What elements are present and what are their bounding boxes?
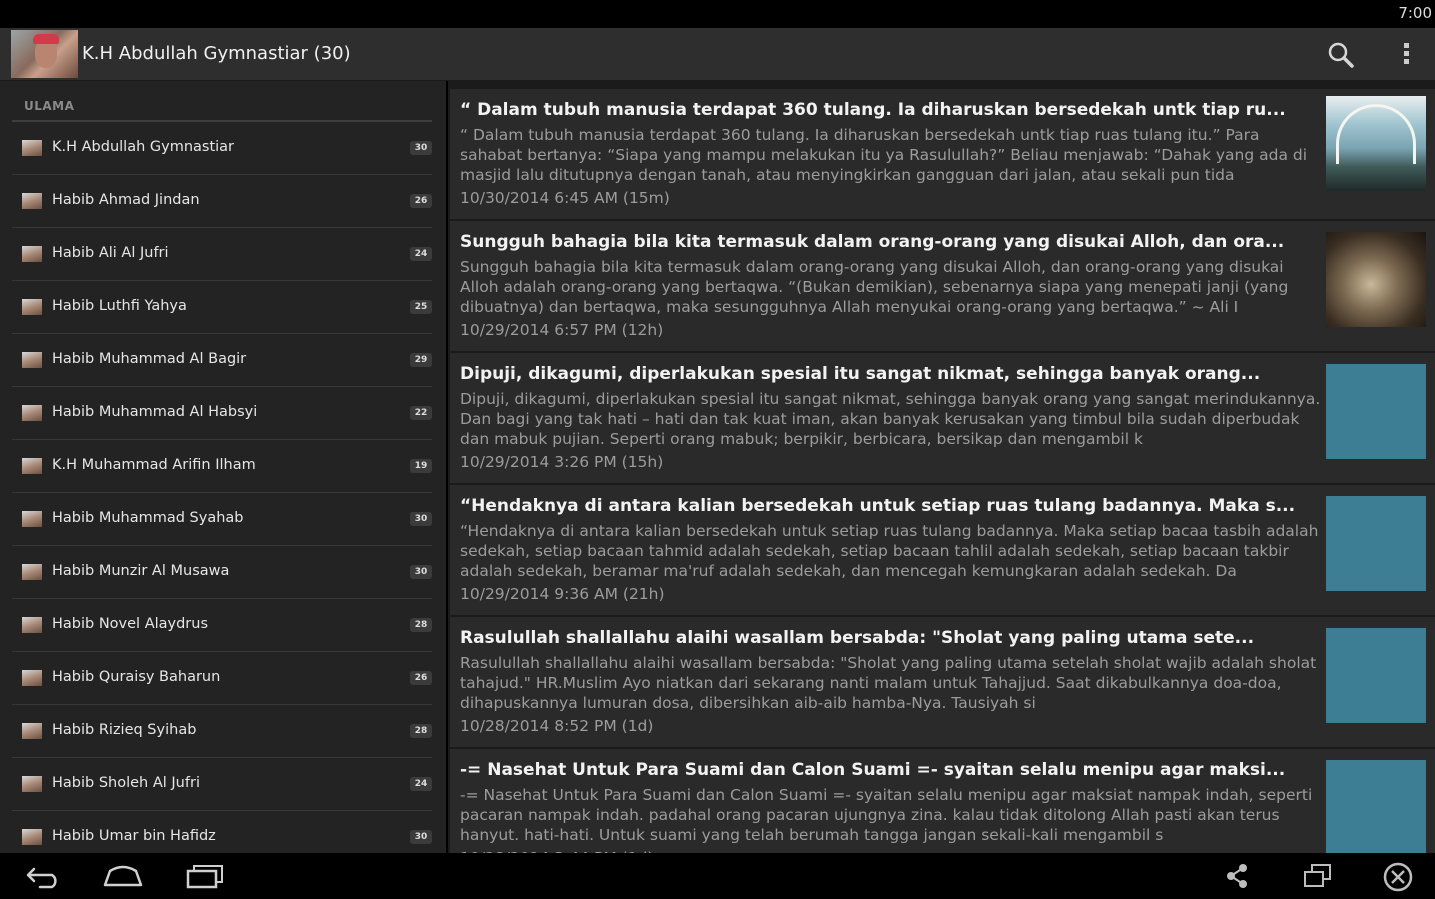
sidebar-item-label: Habib Umar bin Hafidz: [52, 828, 216, 844]
sidebar-list: [12, 122, 432, 864]
article-timestamp: 10/29/2014 3:26 PM (15h): [460, 453, 664, 471]
sidebar-item-label: K.H Muhammad Arifin Ilham: [52, 457, 256, 473]
avatar-icon: [22, 458, 42, 474]
sidebar: [0, 81, 446, 853]
count-badge: 30: [410, 141, 432, 155]
article-thumbnail: [1326, 628, 1426, 723]
article-title: Dipuji, dikagumi, diperlakukan spesial itu sangat nikmat, sehingga banyak orang...: [460, 364, 1261, 384]
sidebar-item-ahmad-jindan[interactable]: [12, 175, 432, 228]
avatar-icon: [22, 829, 42, 845]
article-excerpt: Dipuji, dikagumi, diperlakukan spesial itu sangat nikmat, sehingga banyak orang yang sangat merindukannya. Dan bagi yang tak hati – hati dan tak kuat iman, akan banyak kerusakan yang timbul bila sudah diperbudak dan mabuk pujian. Seperti orang mabuk; berpikir, berbicara, bersikap dan mengambil k: [460, 390, 1321, 448]
count-badge: 22: [410, 406, 432, 420]
sidebar-item-muhammad-arifin-ilham[interactable]: [12, 440, 432, 493]
article-timestamp: 10/29/2014 6:57 PM (12h): [460, 321, 664, 339]
count-badge: 30: [410, 565, 432, 579]
avatar-icon: [22, 511, 42, 527]
list-item[interactable]: [450, 221, 1435, 351]
avatar-icon: [22, 670, 42, 686]
count-badge: 28: [410, 724, 432, 738]
count-badge: 26: [410, 194, 432, 208]
sidebar-item-abdullah-gymnastiar[interactable]: [12, 122, 432, 175]
home-icon[interactable]: [102, 863, 144, 893]
article-title: -= Nasehat Untuk Para Suami dan Calon Suami =- syaitan selalu menipu agar maksi...: [460, 760, 1286, 780]
article-timestamp: 10/28/2014 8:52 PM (1d): [460, 717, 654, 735]
count-badge: 29: [410, 353, 432, 367]
avatar-icon: [22, 352, 42, 368]
list-item[interactable]: [450, 353, 1435, 483]
sidebar-item-luthfi-yahya[interactable]: [12, 281, 432, 334]
count-badge: 19: [410, 459, 432, 473]
article-title: Sungguh bahagia bila kita termasuk dalam orang-orang yang disukai Alloh, dan ora...: [460, 232, 1285, 252]
page-title: K.H Abdullah Gymnastiar (30): [82, 43, 351, 64]
close-icon[interactable]: [1382, 861, 1414, 897]
avatar-icon: [22, 617, 42, 633]
sidebar-item-label: Habib Sholeh Al Jufri: [52, 775, 200, 791]
sidebar-item-label: Habib Ahmad Jindan: [52, 192, 200, 208]
sidebar-item-munzir-al-musawa[interactable]: [12, 546, 432, 599]
article-title: “Hendaknya di antara kalian bersedekah untuk setiap ruas tulang badannya. Maka s...: [460, 496, 1296, 516]
count-badge: 28: [410, 618, 432, 632]
article-timestamp: 10/30/2014 6:45 AM (15m): [460, 189, 670, 207]
count-badge: 25: [410, 300, 432, 314]
back-icon[interactable]: [24, 863, 64, 893]
sidebar-item-muhammad-al-habsyi[interactable]: [12, 387, 432, 440]
sidebar-item-label: Habib Muhammad Al Bagir: [52, 351, 247, 367]
sidebar-item-sholeh-al-jufri[interactable]: [12, 758, 432, 811]
count-badge: 30: [410, 512, 432, 526]
sidebar-item-label: Habib Novel Alaydrus: [52, 616, 209, 632]
sidebar-item-label: Habib Luthfi Yahya: [52, 298, 187, 314]
navigation-bar: [0, 853, 1435, 899]
sidebar-item-rizieq-syihab[interactable]: [12, 705, 432, 758]
avatar-cap: [33, 34, 59, 44]
sidebar-item-novel-alaydrus[interactable]: [12, 599, 432, 652]
sidebar-item-label: Habib Ali Al Jufri: [52, 245, 169, 261]
article-thumbnail: [1326, 760, 1426, 855]
screen-rotate-icon[interactable]: [1302, 863, 1334, 893]
article-excerpt: -= Nasehat Untuk Para Suami dan Calon Suami =- syaitan selalu menipu agar maksiat nampak indah, seperti pacaran nampak indah. padahal orang pacaran ujungnya zina. kalau tidak ditolong Allah pasti akan terus hanyut. hati-hati. Untuk suami yang telah berumah tangga jangan sekali-kali mengambil s: [460, 786, 1313, 844]
sidebar-item-ali-al-jufri[interactable]: [12, 228, 432, 281]
article-excerpt: “ Dalam tubuh manusia terdapat 360 tulang. Ia diharuskan bersedekah untk tiap ruas tulang itu.” Para sahabat bertanya: “Siapa yang mampu melakukan itu ya Rasulullah?” Beliau menjawab: “Dahak yang ada di masjid lalu ditutupnya dengan tanah, atau menyingkirkan gangguan dari jalan, atau sekali pun tida: [460, 126, 1308, 184]
sidebar-item-quraisy-baharun[interactable]: [12, 652, 432, 705]
list-item[interactable]: [450, 485, 1435, 615]
list-item[interactable]: [450, 89, 1435, 219]
sidebar-item-label: Habib Munzir Al Musawa: [52, 563, 230, 579]
recent-apps-icon[interactable]: [184, 863, 226, 893]
article-timestamp: 10/29/2014 9:36 AM (21h): [460, 585, 665, 603]
search-icon[interactable]: [1326, 40, 1356, 70]
count-badge: 30: [410, 830, 432, 844]
sidebar-header: ULAMA: [24, 99, 75, 113]
count-badge: 26: [410, 671, 432, 685]
overflow-menu-icon[interactable]: [1395, 40, 1417, 70]
avatar-icon: [22, 776, 42, 792]
status-bar: [0, 0, 1435, 28]
article-thumbnail: [1326, 496, 1426, 591]
article-list[interactable]: [448, 81, 1435, 853]
count-badge: 24: [410, 777, 432, 791]
sidebar-item-label: Habib Rizieq Syihab: [52, 722, 197, 738]
count-badge: 24: [410, 247, 432, 261]
share-icon[interactable]: [1224, 863, 1250, 893]
avatar-icon: [22, 299, 42, 315]
sidebar-item-label: Habib Quraisy Baharun: [52, 669, 221, 685]
article-thumbnail: [1326, 364, 1426, 459]
avatar[interactable]: [11, 30, 78, 78]
action-bar: [0, 28, 1435, 81]
sidebar-item-label: Habib Muhammad Syahab: [52, 510, 244, 526]
article-title: Rasulullah shallallahu alaihi wasallam bersabda: "Sholat yang paling utama sete...: [460, 628, 1255, 648]
avatar-icon: [22, 405, 42, 421]
article-thumbnail: [1326, 232, 1426, 327]
article-thumbnail: [1326, 96, 1426, 191]
article-excerpt: “Hendaknya di antara kalian bersedekah untuk setiap ruas tulang badannya. Maka setiap bacaa tasbih adalah sedekah, setiap bacaan tahmid adalah sedekah, setiap bacaan tahlil adalah sedekah, setiap bacaan takbir adalah sedekah, beramar ma'ruf adalah sedekah, dan mencegah kemungkaran adalah sedekah. Da: [460, 522, 1319, 580]
avatar-icon: [22, 193, 42, 209]
sidebar-item-muhammad-syahab[interactable]: [12, 493, 432, 546]
article-excerpt: Rasulullah shallallahu alaihi wasallam bersabda: "Sholat yang paling utama setelah sholat wajib adalah sholat tahajud." HR.Muslim Ayo niatkan dari sekarang nanti malam untuk Tahajjud. Saat dikabulkannya doa-doa, dihapuskannya lumuran dosa, dibersihkan aib-aib hamba-Nya. Tausiyah si: [460, 654, 1317, 712]
list-item[interactable]: [450, 617, 1435, 747]
sidebar-item-label: K.H Abdullah Gymnastiar: [52, 139, 235, 155]
status-time: 7:00: [1398, 4, 1432, 22]
avatar-icon: [22, 140, 42, 156]
sidebar-item-label: Habib Muhammad Al Habsyi: [52, 404, 258, 420]
article-title: “ Dalam tubuh manusia terdapat 360 tulang. Ia diharuskan bersedekah untk tiap ru...: [460, 100, 1286, 120]
sidebar-item-muhammad-al-bagir[interactable]: [12, 334, 432, 387]
avatar-icon: [22, 246, 42, 262]
avatar-icon: [22, 564, 42, 580]
article-excerpt: Sungguh bahagia bila kita termasuk dalam orang-orang yang disukai Alloh, dan orang-orang yang disukai Alloh adalah orang-orang yang bertaqwa. “(Bukan demikian), sebenarnya siapa yang menepati janji (yang dibuatnya) dan bertaqwa, maka sesungguhnya Allah menyukai orang-orang yang bertaqwa.” ~ Ali I: [460, 258, 1289, 316]
avatar-icon: [22, 723, 42, 739]
